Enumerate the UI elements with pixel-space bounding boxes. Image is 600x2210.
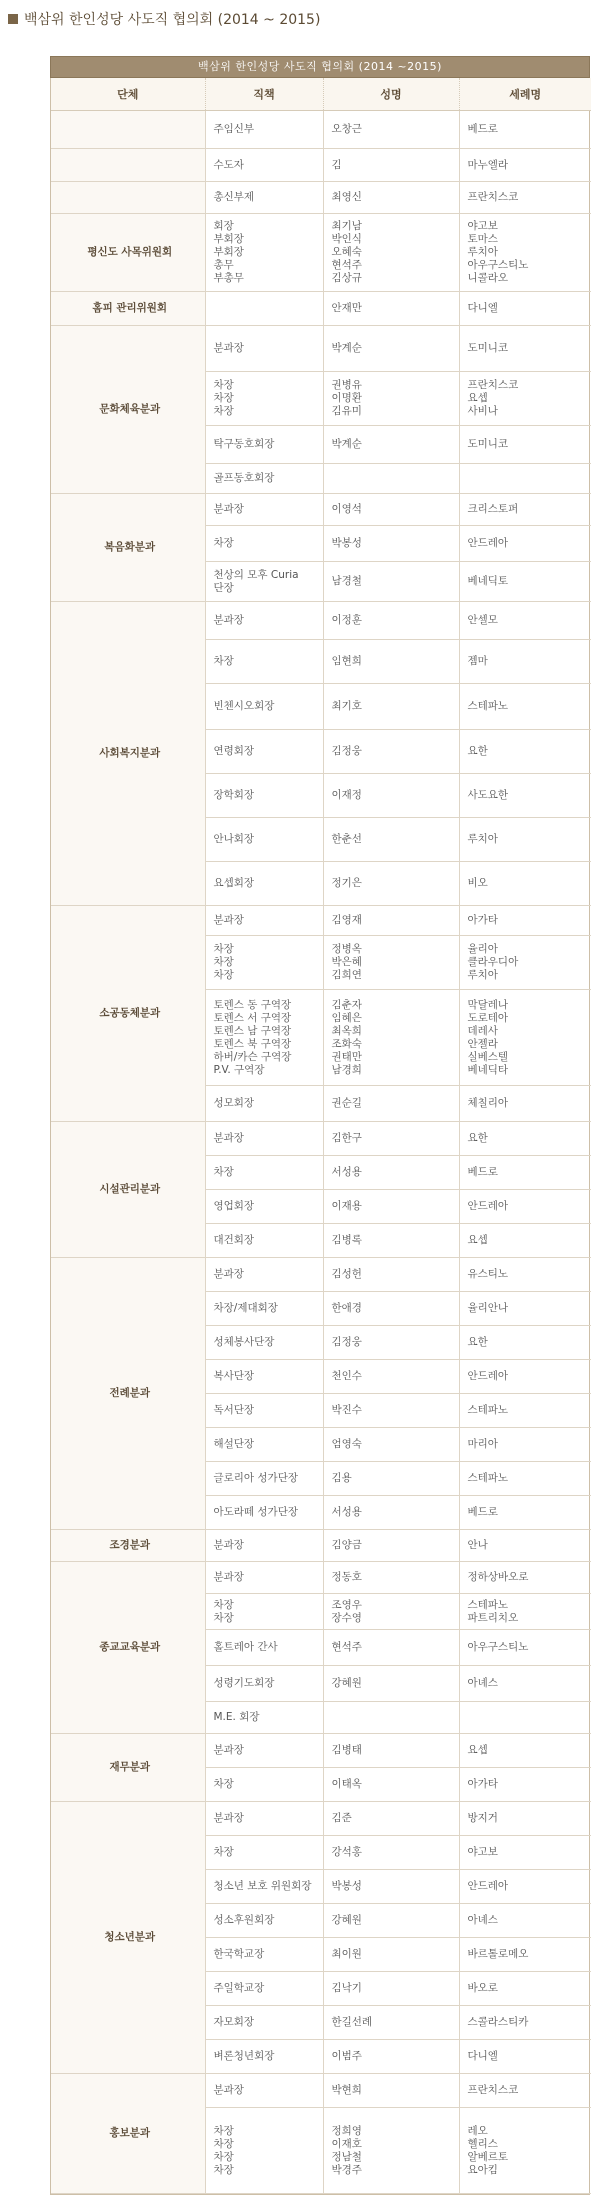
- baptismal-name-cell: 스테파노 파트리치오: [459, 1594, 591, 1630]
- name-cell: 김정웅: [323, 730, 459, 774]
- position-cell: 분과장: [205, 494, 323, 526]
- name-cell: 김병록: [323, 1224, 459, 1258]
- page-title: [8, 8, 320, 30]
- name-cell: 현석주: [323, 1630, 459, 1666]
- name-cell: 이재정: [323, 774, 459, 818]
- baptismal-name-cell: 요셉: [459, 1224, 591, 1258]
- organization-cell: 복음화분과: [51, 494, 205, 602]
- table-row: [51, 214, 591, 292]
- organization-cell: [51, 111, 205, 149]
- position-cell: 해설단장: [205, 1428, 323, 1462]
- position-cell: 총신부제: [205, 182, 323, 214]
- name-cell: 권병유 이명환 김유미: [323, 372, 459, 426]
- table-row: [51, 494, 591, 526]
- position-cell: 글로리아 성가단장: [205, 1462, 323, 1496]
- position-cell: 회장 부회장 부회장 총무 부총무: [205, 214, 323, 292]
- baptismal-name-cell: 안드레아: [459, 526, 591, 562]
- name-cell: 정희영 이재호 정남철 박경주: [323, 2108, 459, 2194]
- table-row: [51, 182, 591, 214]
- name-cell: 최영신: [323, 182, 459, 214]
- name-cell: 권순길: [323, 1086, 459, 1122]
- baptismal-name-cell: 아녜스: [459, 1904, 591, 1938]
- position-cell: 분과장: [205, 2074, 323, 2108]
- organization-cell: 종교교육분과: [51, 1562, 205, 1734]
- baptismal-name-cell: 프란치스코 요셉 사비나: [459, 372, 591, 426]
- name-cell: 김낙기: [323, 1972, 459, 2006]
- position-cell: 차장 차장: [205, 1594, 323, 1630]
- name-cell: 박봉성: [323, 526, 459, 562]
- position-cell: 골프동호회장: [205, 464, 323, 494]
- organization-cell: 홈피 관리위원회: [51, 292, 205, 326]
- table-row: [51, 1562, 591, 1594]
- name-cell: 서성용: [323, 1156, 459, 1190]
- header-organization: 단체: [51, 78, 205, 111]
- position-cell: 수도자: [205, 149, 323, 182]
- position-cell: 토렌스 동 구역장 토렌스 서 구역장 토렌스 남 구역장 토렌스 북 구역장 하버/카슨 구역장 P.V. 구역장: [205, 990, 323, 1086]
- organization-cell: 전례분과: [51, 1258, 205, 1530]
- name-cell: 김성헌: [323, 1258, 459, 1292]
- name-cell: 안재만: [323, 292, 459, 326]
- baptismal-name-cell: 스콜라스티카: [459, 2006, 591, 2040]
- name-cell: 정병옥 박은혜 김희연: [323, 936, 459, 990]
- table-row: [51, 292, 591, 326]
- position-cell: 분과장: [205, 1122, 323, 1156]
- baptismal-name-cell: 크리스토퍼: [459, 494, 591, 526]
- position-cell: 아도라떼 성가단장: [205, 1496, 323, 1530]
- position-cell: 차장: [205, 640, 323, 684]
- organization-cell: 재무분과: [51, 1734, 205, 1802]
- organization-cell: 조경분과: [51, 1530, 205, 1562]
- name-cell: 서성용: [323, 1496, 459, 1530]
- table-row: [51, 906, 591, 936]
- name-cell: 이재용: [323, 1190, 459, 1224]
- organization-cell: [51, 182, 205, 214]
- position-cell: [205, 292, 323, 326]
- baptismal-name-cell: 젬마: [459, 640, 591, 684]
- name-cell: 김정웅: [323, 1326, 459, 1360]
- position-cell: 한국학교장: [205, 1938, 323, 1972]
- name-cell: 김준: [323, 1802, 459, 1836]
- name-cell: 천인수: [323, 1360, 459, 1394]
- position-cell: M.E. 회장: [205, 1702, 323, 1734]
- name-cell: 이범주: [323, 2040, 459, 2074]
- position-cell: 성소후원회장: [205, 1904, 323, 1938]
- table-row: [51, 602, 591, 640]
- page-title-text: 백삼위 한인성당 사도직 협의회 (2014 ~ 2015): [24, 12, 321, 28]
- name-cell: 김병태: [323, 1734, 459, 1768]
- baptismal-name-cell: 바오로: [459, 1972, 591, 2006]
- position-cell: 분과장: [205, 1562, 323, 1594]
- name-cell: 한애경: [323, 1292, 459, 1326]
- position-cell: 빈첸시오회장: [205, 684, 323, 730]
- baptismal-name-cell: 요한: [459, 1326, 591, 1360]
- organization-cell: 소공동체분과: [51, 906, 205, 1122]
- baptismal-name-cell: 아녜스: [459, 1666, 591, 1702]
- position-cell: 안나회장: [205, 818, 323, 862]
- name-cell: 이정훈: [323, 602, 459, 640]
- baptismal-name-cell: 마리아: [459, 1428, 591, 1462]
- position-cell: 자모회장: [205, 2006, 323, 2040]
- position-cell: 분과장: [205, 326, 323, 372]
- position-cell: 장학회장: [205, 774, 323, 818]
- baptismal-name-cell: 마누엘라: [459, 149, 591, 182]
- baptismal-name-cell: 요한: [459, 1122, 591, 1156]
- position-cell: 차장: [205, 1836, 323, 1870]
- baptismal-name-cell: 안드레아: [459, 1360, 591, 1394]
- baptismal-name-cell: 아우구스티노: [459, 1630, 591, 1666]
- position-cell: 독서단장: [205, 1394, 323, 1428]
- position-cell: 복사단장: [205, 1360, 323, 1394]
- baptismal-name-cell: 요한: [459, 730, 591, 774]
- baptismal-name-cell: 프란치스코: [459, 2074, 591, 2108]
- header-baptismal-name: 세례명: [459, 78, 591, 111]
- position-cell: 분과장: [205, 602, 323, 640]
- baptismal-name-cell: 루치아: [459, 818, 591, 862]
- baptismal-name-cell: 안나: [459, 1530, 591, 1562]
- table-row: [51, 1734, 591, 1768]
- table-row: [51, 111, 591, 149]
- name-cell: 박봉성: [323, 1870, 459, 1904]
- name-cell: 오창근: [323, 111, 459, 149]
- table-row: [51, 149, 591, 182]
- organization-cell: [51, 149, 205, 182]
- name-cell: 한춘선: [323, 818, 459, 862]
- baptismal-name-cell: 아가타: [459, 1768, 591, 1802]
- name-cell: 박계순: [323, 426, 459, 464]
- name-cell: 임현희: [323, 640, 459, 684]
- name-cell: 최이원: [323, 1938, 459, 1972]
- header-name: 성명: [323, 78, 459, 111]
- table-row: [51, 1122, 591, 1156]
- position-cell: 주일학교장: [205, 1972, 323, 2006]
- baptismal-name-cell: 바르톨로메오: [459, 1938, 591, 1972]
- baptismal-name-cell: 안셀모: [459, 602, 591, 640]
- name-cell: 김양금: [323, 1530, 459, 1562]
- baptismal-name-cell: 베네딕토: [459, 562, 591, 602]
- table-row: [51, 1530, 591, 1562]
- baptismal-name-cell: 율리안나: [459, 1292, 591, 1326]
- roster-table: [51, 78, 591, 2194]
- baptismal-name-cell: 프란치스코: [459, 182, 591, 214]
- position-cell: 연령회장: [205, 730, 323, 774]
- baptismal-name-cell: 율리아 클라우디아 루치아: [459, 936, 591, 990]
- baptismal-name-cell: [459, 464, 591, 494]
- organization-cell: 문화체육분과: [51, 326, 205, 494]
- position-cell: 차장: [205, 526, 323, 562]
- baptismal-name-cell: 베드로: [459, 1156, 591, 1190]
- header-position: 직책: [205, 78, 323, 111]
- baptismal-name-cell: 다니엘: [459, 2040, 591, 2074]
- name-cell: 정동호: [323, 1562, 459, 1594]
- baptismal-name-cell: 유스티노: [459, 1258, 591, 1292]
- position-cell: 차장 차장 차장: [205, 372, 323, 426]
- table-row: [51, 1258, 591, 1292]
- name-cell: 박계순: [323, 326, 459, 372]
- position-cell: 차장: [205, 1768, 323, 1802]
- baptismal-name-cell: 야고보: [459, 1836, 591, 1870]
- position-cell: 영업회장: [205, 1190, 323, 1224]
- position-cell: 청소년 보호 위원회장: [205, 1870, 323, 1904]
- baptismal-name-cell: 베드로: [459, 1496, 591, 1530]
- name-cell: 한길선례: [323, 2006, 459, 2040]
- table-caption: 백삼위 한인성당 사도직 협의회 (2014 ~2015): [50, 56, 590, 78]
- position-cell: 요셉회장: [205, 862, 323, 906]
- name-cell: 강석홍: [323, 1836, 459, 1870]
- table-frame: [50, 78, 590, 2195]
- name-cell: 김: [323, 149, 459, 182]
- baptismal-name-cell: 스테파노: [459, 1462, 591, 1496]
- table-header-row: [51, 78, 591, 111]
- organization-cell: 청소년분과: [51, 1802, 205, 2074]
- name-cell: 박현희: [323, 2074, 459, 2108]
- baptismal-name-cell: 안드레아: [459, 1190, 591, 1224]
- baptismal-name-cell: 야고보 토마스 루치아 아우구스티노 니콜라오: [459, 214, 591, 292]
- position-cell: 차장 차장 차장: [205, 936, 323, 990]
- baptismal-name-cell: 사도요한: [459, 774, 591, 818]
- name-cell: 정기은: [323, 862, 459, 906]
- baptismal-name-cell: 베드로: [459, 111, 591, 149]
- position-cell: 탁구동호회장: [205, 426, 323, 464]
- position-cell: 주임신부: [205, 111, 323, 149]
- position-cell: 분과장: [205, 906, 323, 936]
- organization-cell: 사회복지분과: [51, 602, 205, 906]
- baptismal-name-cell: 안드레아: [459, 1870, 591, 1904]
- name-cell: 김용: [323, 1462, 459, 1496]
- position-cell: 분과장: [205, 1734, 323, 1768]
- baptismal-name-cell: 체칠리아: [459, 1086, 591, 1122]
- square-bullet-icon: [8, 14, 18, 24]
- position-cell: 대건회장: [205, 1224, 323, 1258]
- table-row: [51, 326, 591, 372]
- name-cell: 이태옥: [323, 1768, 459, 1802]
- baptismal-name-cell: 스테파노: [459, 1394, 591, 1428]
- name-cell: 최기남 박인식 오혜숙 현석주 김상규: [323, 214, 459, 292]
- table-row: [51, 1802, 591, 1836]
- baptismal-name-cell: 아가타: [459, 906, 591, 936]
- name-cell: 엄영숙: [323, 1428, 459, 1462]
- baptismal-name-cell: [459, 1702, 591, 1734]
- position-cell: 성체봉사단장: [205, 1326, 323, 1360]
- position-cell: 차장/제대회장: [205, 1292, 323, 1326]
- name-cell: 박진수: [323, 1394, 459, 1428]
- name-cell: 남경철: [323, 562, 459, 602]
- baptismal-name-cell: 비오: [459, 862, 591, 906]
- position-cell: 차장 차장 차장 차장: [205, 2108, 323, 2194]
- baptismal-name-cell: 정하상바오로: [459, 1562, 591, 1594]
- position-cell: 분과장: [205, 1802, 323, 1836]
- organization-cell: 평신도 사목위원회: [51, 214, 205, 292]
- position-cell: 차장: [205, 1156, 323, 1190]
- baptismal-name-cell: 레오 헬리스 알베르토 요아킴: [459, 2108, 591, 2194]
- name-cell: [323, 1702, 459, 1734]
- name-cell: 이영석: [323, 494, 459, 526]
- table-row: [51, 2074, 591, 2108]
- roster-body: [51, 111, 591, 2194]
- organization-cell: 시설관리분과: [51, 1122, 205, 1258]
- name-cell: 강혜원: [323, 1666, 459, 1702]
- organization-cell: 홍보분과: [51, 2074, 205, 2194]
- baptismal-name-cell: 방지거: [459, 1802, 591, 1836]
- position-cell: 성령기도회장: [205, 1666, 323, 1702]
- name-cell: 조영우 장수영: [323, 1594, 459, 1630]
- position-cell: 분과장: [205, 1530, 323, 1562]
- name-cell: 최기호: [323, 684, 459, 730]
- baptismal-name-cell: 다니엘: [459, 292, 591, 326]
- name-cell: [323, 464, 459, 494]
- position-cell: 벼론청년회장: [205, 2040, 323, 2074]
- baptismal-name-cell: 요셉: [459, 1734, 591, 1768]
- council-roster: [50, 56, 590, 2195]
- baptismal-name-cell: 스테파노: [459, 684, 591, 730]
- baptismal-name-cell: 막달레나 도로테아 데레사 안젤라 실베스텔 베네딕타: [459, 990, 591, 1086]
- name-cell: 강혜원: [323, 1904, 459, 1938]
- name-cell: 김춘자 임혜은 최옥희 조화숙 권태만 남경희: [323, 990, 459, 1086]
- position-cell: 성모회장: [205, 1086, 323, 1122]
- position-cell: 분과장: [205, 1258, 323, 1292]
- name-cell: 김영재: [323, 906, 459, 936]
- position-cell: 천상의 모후 Curia 단장: [205, 562, 323, 602]
- baptismal-name-cell: 도미니코: [459, 326, 591, 372]
- baptismal-name-cell: 도미니코: [459, 426, 591, 464]
- position-cell: 홀트레아 간사: [205, 1630, 323, 1666]
- name-cell: 김한구: [323, 1122, 459, 1156]
